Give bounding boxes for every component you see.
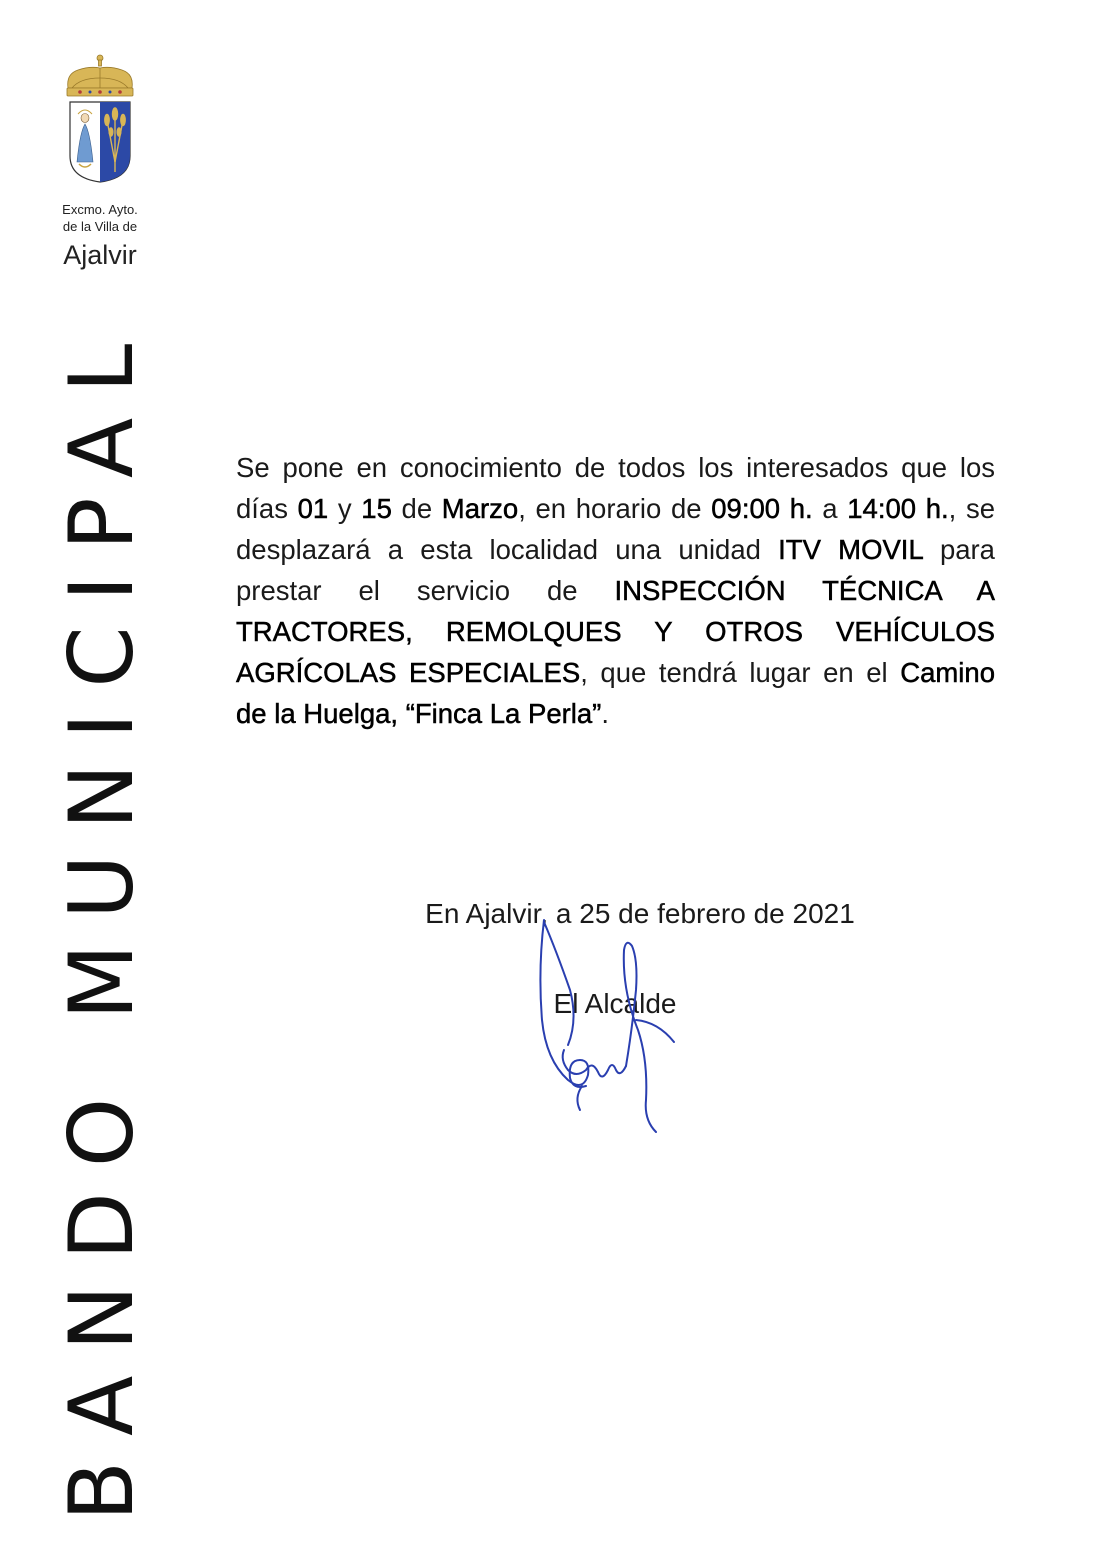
notice-text: , se desplazará a esta localidad una unidad <box>236 493 995 565</box>
notice-text: de <box>391 493 442 524</box>
notice-text: , que tendrá lugar en el <box>580 657 901 688</box>
org-line2: de la Villa de <box>62 219 138 234</box>
document-title: BANDO MUNICIPAL <box>50 318 153 1522</box>
notice-day2: 15 <box>361 493 392 524</box>
notice-body <box>236 447 995 734</box>
notice-location: Camino de la Huelga, “Finca La Perla” <box>236 657 995 729</box>
signer-title: El Alcalde <box>553 988 677 1019</box>
notice-text: para prestar el servicio de <box>236 534 995 606</box>
notice-time-start: 09:00 h. <box>711 493 813 524</box>
notice-text: . <box>601 698 609 729</box>
notice-month: Marzo <box>441 493 519 524</box>
org-name: Ajalvir <box>63 240 137 270</box>
notice-service: INSPECCIÓN TÉCNICA A TRACTORES, REMOLQUES Y OTROS VEHÍCULOS AGRÍCOLAS ESPECIALES <box>236 575 995 688</box>
notice-day1: 01 <box>297 493 329 524</box>
date-line: En Ajalvir, a 25 de febrero de 2021 <box>425 898 855 929</box>
notice-unit: ITV MOVIL <box>778 534 923 565</box>
notice-text: y <box>328 493 362 524</box>
handwritten-signature-icon <box>528 910 678 1140</box>
notice-text: , en horario de <box>518 493 712 524</box>
org-line1: Excmo. Ayto. <box>62 202 138 217</box>
notice-time-end: 14:00 h. <box>847 493 949 524</box>
coat-of-arms-icon <box>60 52 140 184</box>
notice-text: a <box>812 493 848 524</box>
notice-text: Se pone en conocimiento de todos los interesados que los días <box>236 452 995 524</box>
